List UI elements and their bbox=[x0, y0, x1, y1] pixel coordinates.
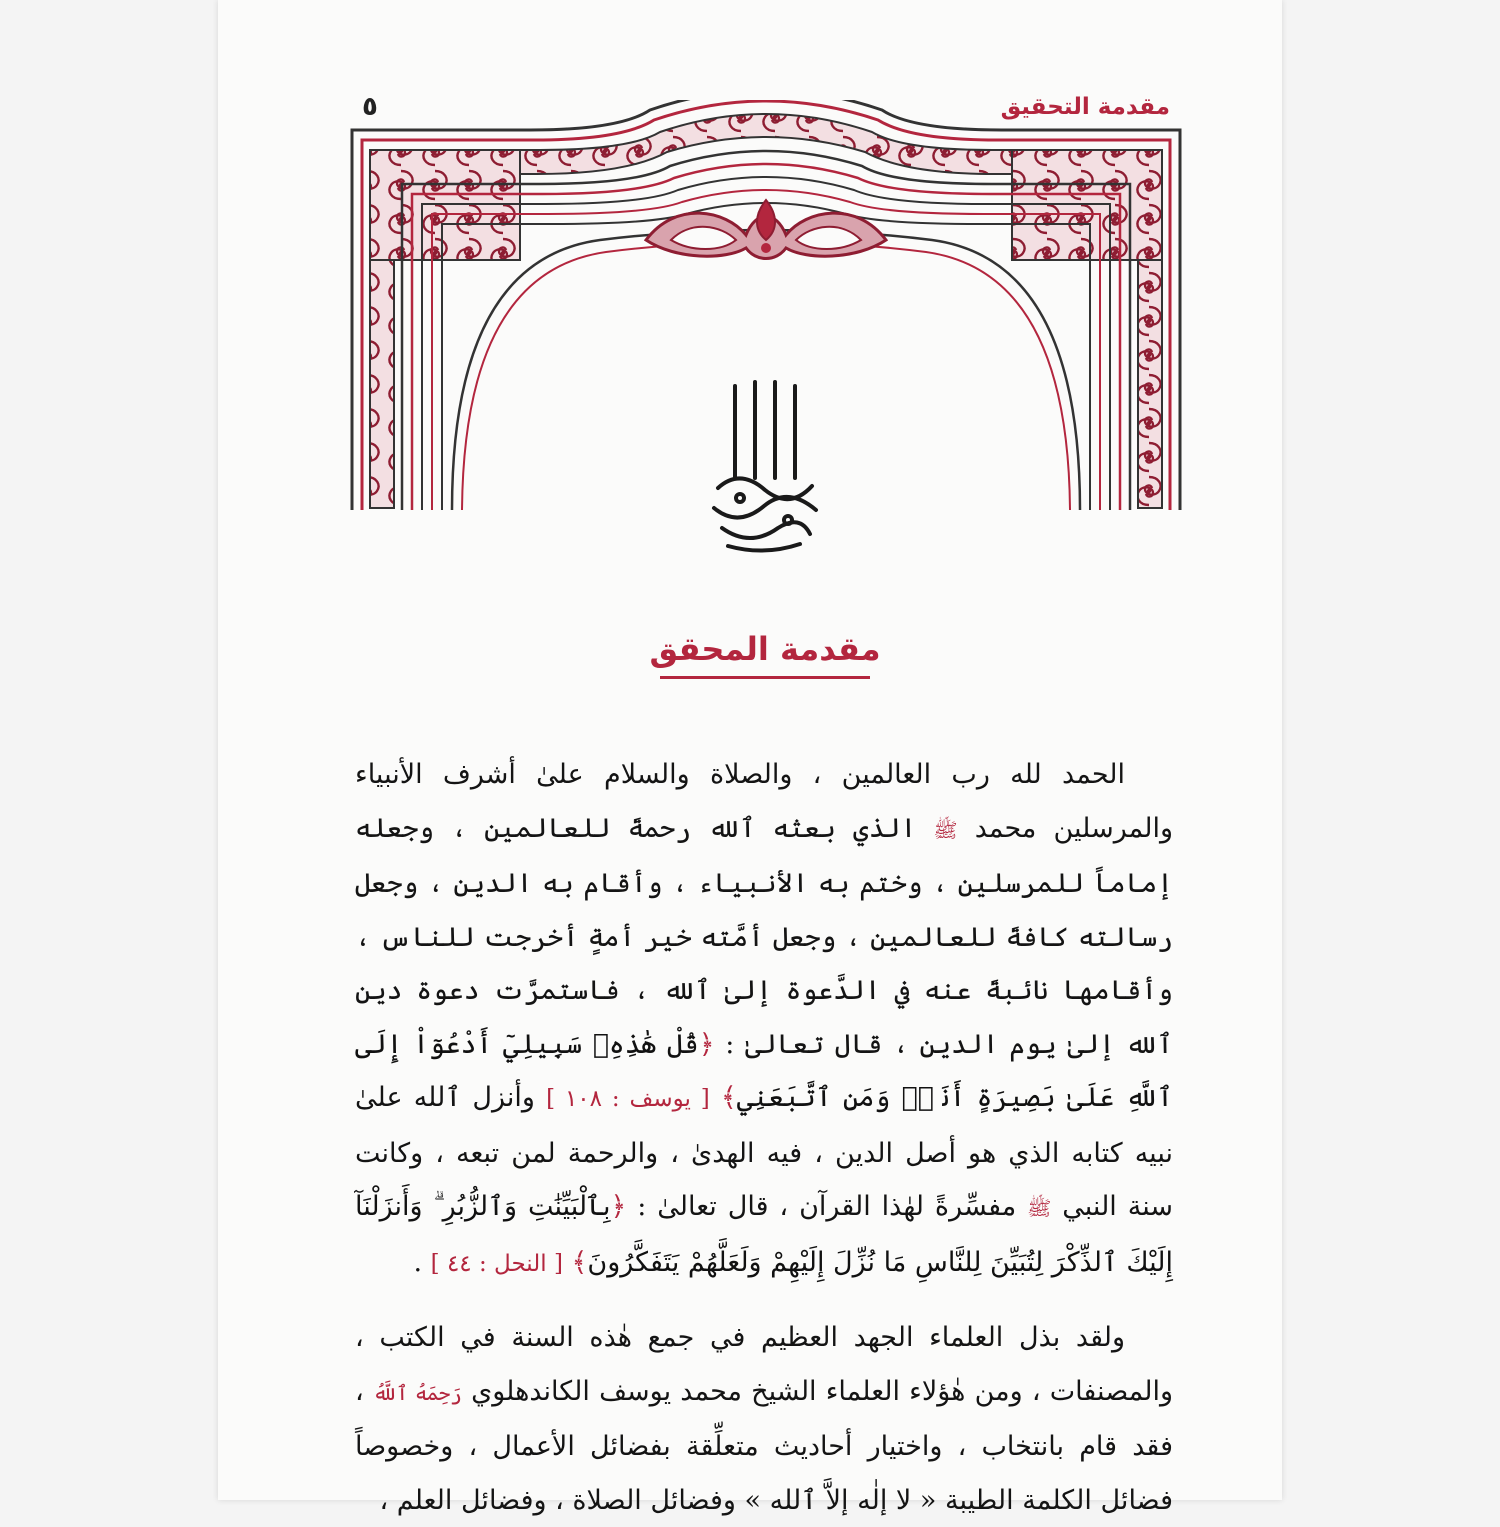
paragraph-1 bbox=[355, 748, 1173, 1291]
p1-text-1: الحمد لله رب العالمين ، والصلاة والسلام علىٰ أشرف الأنبياء والمرسلين محمد bbox=[355, 759, 1173, 844]
section-title bbox=[0, 630, 1500, 679]
quran-bracket-open: ﴿ bbox=[698, 1028, 715, 1060]
basmala-calligraphy bbox=[700, 378, 830, 558]
header-title: مقدمة التحقيق bbox=[1000, 94, 1170, 120]
p1-text-5: . bbox=[413, 1246, 423, 1278]
p2-text-2: ، فقد قام بانتخاب ، واختيار أحاديث متعلِّقة بفضائل الأعمال ، وخصوصاً فضائل الكلمة الطيبة « لا إلٰه إلاَّ ٱلله » وفضائل الصلاة ، وفضائل العلم ، bbox=[355, 1375, 1173, 1516]
quran-verse-yusuf: قُلْ هَٰذِهِۦ سَبِيلِيٓ أَدْعُوٓاْ إِلَى ٱللَّهِ عَلَىٰ بَصِيرَةٍ أَنَا۠ وَمَنِ ٱتَّبَعَنِي bbox=[355, 1028, 1173, 1113]
quran-bracket-close-2: ﴾ bbox=[571, 1246, 588, 1278]
salutation-mark: ﷺ bbox=[933, 817, 958, 842]
verse-reference-nahl: [ النحل : ٤٤ ] bbox=[430, 1250, 563, 1277]
verse-reference-yusuf: [ يوسف : ١٠٨ ] bbox=[546, 1086, 710, 1112]
quran-bracket-open-2: ﴿ bbox=[610, 1191, 627, 1222]
salutation-mark-2: ﷺ bbox=[1027, 1196, 1052, 1220]
paragraph-2 bbox=[355, 1311, 1173, 1527]
mercy-supplication-mark: رَحِمَهُ ٱللَّهُ bbox=[372, 1380, 462, 1405]
quran-verse-nahl: بِٱلْبَيِّنَٰتِ وَٱلزُّبُرِ ۗ وَأَنزَلْنَآ إِلَيْكَ ٱلذِّكْرَ لِتُبَيِّنَ لِلنَّاسِ مَا نُزِّلَ إِلَيْهِمْ وَلَعَلَّهُمْ يَتَفَكَّرُونَ bbox=[355, 1191, 1173, 1278]
section-title-underline bbox=[660, 676, 870, 679]
p2-text-1: ولقد بذل العلماء الجهد العظيم في جمع هٰذه السنة في الكتب ، والمصنفات ، ومن هٰؤلاء العلماء الشيخ محمد يوسف الكاندهلوي bbox=[355, 1322, 1173, 1407]
p1-text-4: مفسِّرةً لهٰذا القرآن ، قال تعالىٰ : bbox=[637, 1191, 1017, 1222]
quran-bracket-close: ﴾ bbox=[720, 1082, 737, 1113]
page-number: ٥ bbox=[362, 92, 378, 122]
p1-text-2: الذي بعثه ٱلله رحمةً للعالمين ، وجعله إماماً للمرسلين ، وختم به الأنبياء ، وأقام به الدين ، وجعل رسالته كافةً للعالمين ، وجعل أمَّته خير أمةٍ أخرجت للناس ، وأقامها نائبةً عنه في الدَّعوة إلىٰ ٱلله ، فاستمرَّت دعوة دين ٱلله إلىٰ يوم الدين ، قال تعالىٰ : bbox=[355, 812, 1173, 1060]
body-text bbox=[355, 748, 1173, 1527]
arch-crown-ornament bbox=[646, 200, 886, 259]
section-title-text: مقدمة المحقق bbox=[649, 630, 881, 668]
p1-text-3: وأنزل ٱلله علىٰ نبيه كتابه الذي هو أصل الدين ، فيه الهدىٰ ، والرحمة لمن تبعه ، وكانت سنة النبي bbox=[355, 1082, 1173, 1222]
